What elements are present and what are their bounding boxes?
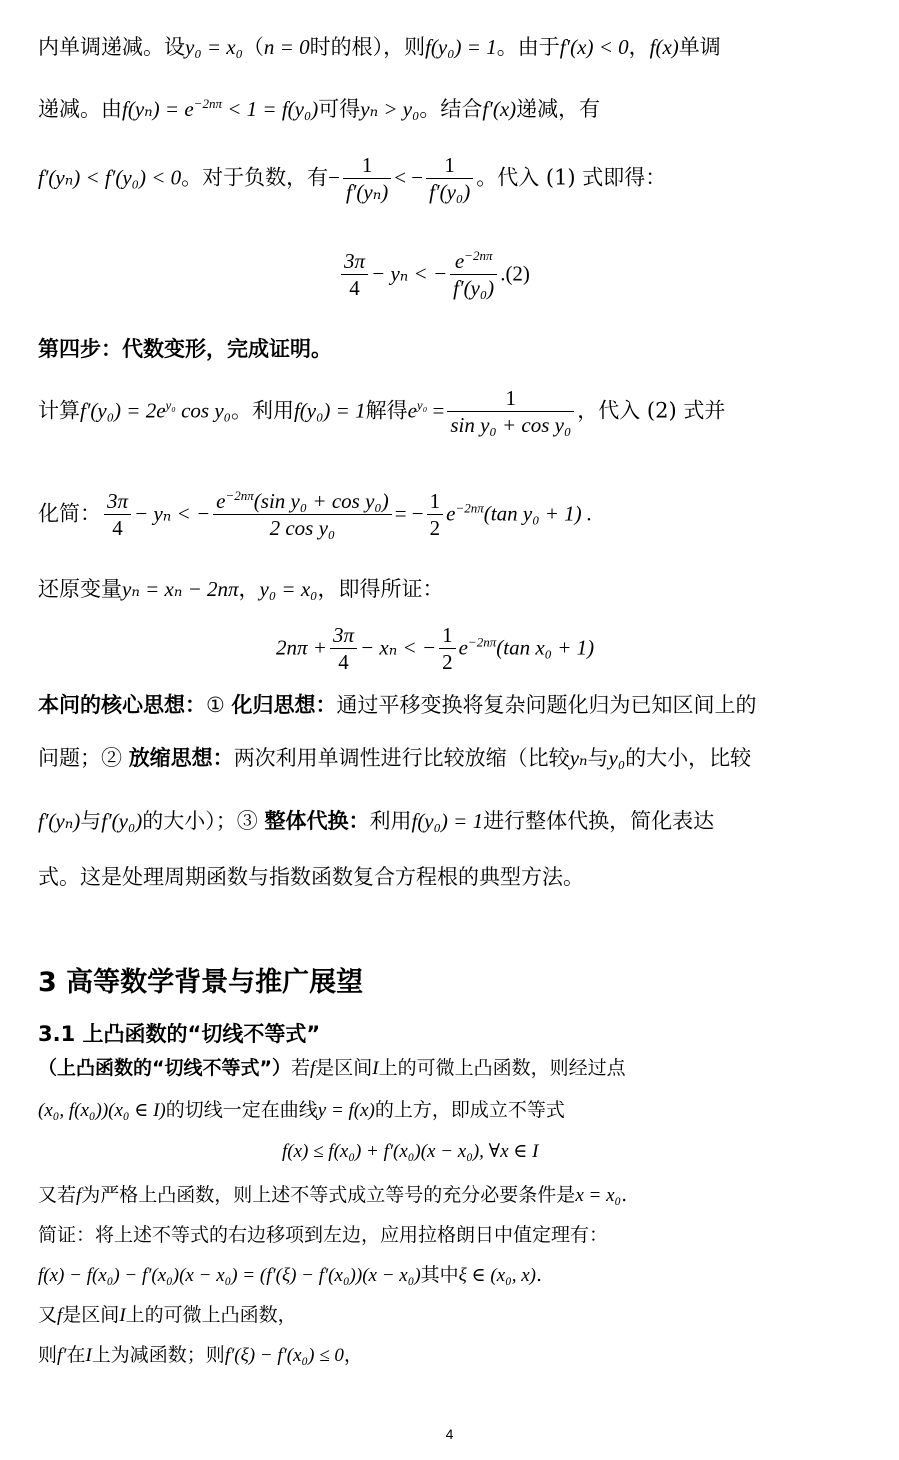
- denominator: f′(yₙ): [345, 180, 389, 205]
- math: y = f(x): [317, 1100, 375, 1121]
- equation-tag: .(2): [500, 261, 530, 286]
- denominator: 4: [112, 516, 123, 541]
- math: f(y₀) = 1: [425, 35, 497, 59]
- text: 进行整体代换，简化表达: [483, 809, 715, 833]
- fraction: [343, 152, 391, 206]
- text: 递减。由: [38, 97, 122, 121]
- math: e: [454, 249, 465, 273]
- text: ，: [343, 1344, 363, 1366]
- numerator: 1: [439, 622, 456, 649]
- math: e: [458, 635, 468, 660]
- text: 。由于: [496, 35, 560, 59]
- text: 时的根），则: [309, 35, 426, 59]
- math: − yₙ < −: [134, 501, 211, 526]
- section-heading: 3 高等数学背景与推广展望: [38, 967, 364, 998]
- fraction: [213, 488, 392, 542]
- numerator: 3π: [104, 488, 131, 515]
- text: 解得: [365, 398, 408, 423]
- math: ξ ∈ (x₀, x): [458, 1265, 536, 1286]
- math: f(x): [649, 35, 679, 59]
- math: yₙ = xₙ − 2nπ: [122, 577, 239, 601]
- text: 化简：: [38, 501, 101, 526]
- text: 内单调递减。设: [38, 35, 185, 59]
- text: 其中: [420, 1264, 459, 1286]
- text: 若: [290, 1057, 310, 1079]
- circled-number: ②: [101, 746, 122, 770]
- step-heading: 第四步：代数变形，完成证明。: [38, 337, 332, 361]
- text: 计算: [38, 398, 80, 423]
- bold-text: 化归思想：: [231, 693, 337, 717]
- math: f(x) − f(x₀) − f′(x₀)(x − x₀) = (f′(ξ) − f′(x₀))(x − x₀): [38, 1265, 421, 1286]
- fraction: [104, 488, 131, 542]
- math: e: [446, 501, 456, 526]
- text: 又若: [38, 1184, 77, 1206]
- proof-line: 简证：将上述不等式的右边移项到左边，应用拉格朗日中值定理有：: [38, 1224, 609, 1246]
- fraction: [450, 248, 497, 302]
- math-sup: y₀: [165, 397, 176, 413]
- math: e: [216, 489, 226, 513]
- text: 递减，有: [516, 97, 601, 121]
- math: (sin y₀ + cos y₀): [253, 489, 389, 513]
- text-line: [38, 385, 725, 439]
- math: f(y₀) = 1: [293, 398, 366, 423]
- math: y₀ = x₀: [185, 35, 243, 59]
- math-sup: −2nπ: [225, 488, 254, 503]
- math: yₙ: [569, 746, 588, 770]
- math: (x₀, f(x₀))(x₀ ∈ I): [38, 1100, 166, 1121]
- text: 是区间: [62, 1304, 120, 1326]
- text-line: [38, 94, 600, 124]
- math: < 1 = f(y₀): [221, 97, 319, 121]
- math: y₀ = x₀: [259, 577, 318, 601]
- page-number: 4: [445, 1426, 454, 1442]
- text: ，代入 (2) 式并: [577, 398, 726, 423]
- numerator: 1: [426, 152, 473, 179]
- math: f′(yₙ) < f′(y₀) < 0: [38, 165, 182, 190]
- text: .: [536, 1264, 543, 1286]
- final-equation: [276, 622, 594, 676]
- text: 上的可微上凸函数，则经过点: [378, 1057, 626, 1079]
- math-sup: y₀: [416, 397, 428, 413]
- equation-2: [338, 248, 530, 302]
- subsection-heading: 3.1 上凸函数的“切线不等式”: [38, 1022, 321, 1046]
- text: 在: [66, 1344, 86, 1366]
- text: 的切线一定在曲线: [165, 1099, 318, 1121]
- math: x = x₀: [575, 1185, 622, 1206]
- denominator: f′(y₀): [453, 276, 495, 301]
- bold-text: （上凸函数的“切线不等式”）: [38, 1057, 291, 1079]
- math: 2nπ +: [276, 635, 327, 660]
- math: e: [407, 398, 417, 423]
- math: n = 0: [263, 35, 310, 59]
- denominator: sin y₀ + cos y₀: [450, 413, 572, 438]
- fraction: [426, 152, 473, 206]
- math: f: [76, 1185, 82, 1206]
- text: 。代入 (1) 式即得：: [476, 165, 667, 190]
- math: =: [427, 398, 445, 423]
- text: 又: [38, 1304, 58, 1326]
- proof-line: [38, 1342, 363, 1369]
- text-line: 式。这是处理周期函数与指数函数复合方程根的典型方法。: [38, 865, 584, 889]
- text: 可得: [318, 97, 361, 121]
- denominator: 2: [442, 650, 453, 675]
- circled-number: ①: [206, 693, 225, 717]
- math: y₀: [608, 746, 626, 770]
- proof-line: [38, 1262, 542, 1289]
- text: 通过平移变换将复杂问题化归为已知区间上的: [336, 693, 757, 717]
- text: 利用: [369, 809, 412, 833]
- theorem-equation: f(x) ≤ f(x₀) + f′(x₀)(x − x₀), ∀x ∈ I: [282, 1141, 539, 1162]
- math-sup: −2nπ: [464, 248, 493, 263]
- math: I: [372, 1058, 379, 1079]
- text: 两次利用单调性进行比较放缩（比较: [233, 746, 570, 770]
- text: 与: [587, 746, 609, 770]
- math-sup: −2nπ: [455, 500, 484, 516]
- math: f(yₙ) = e: [122, 97, 194, 121]
- circled-number: ③: [236, 809, 258, 833]
- math: f′(x) < 0: [559, 35, 629, 59]
- math: f′: [57, 1345, 67, 1366]
- proof-line: [38, 1302, 297, 1329]
- theorem-line: [38, 1182, 627, 1209]
- math: (tan x₀ + 1): [496, 635, 595, 660]
- text: 。结合: [419, 97, 483, 121]
- theorem-line: [38, 1055, 626, 1082]
- fraction: [447, 385, 574, 439]
- math: f′(yₙ): [38, 809, 81, 833]
- math: I: [85, 1345, 92, 1366]
- math: yₙ > y₀: [360, 97, 420, 121]
- bold-text: 本问的核心思想：: [38, 693, 206, 717]
- text: 上为减函数；则: [91, 1344, 225, 1366]
- text: 单调: [678, 35, 721, 59]
- math: − xₙ < −: [359, 635, 437, 660]
- text: 则: [38, 1344, 58, 1366]
- numerator: [450, 248, 497, 275]
- denominator: 2 cos y₀: [269, 516, 336, 541]
- denominator: f′(y₀): [429, 180, 471, 205]
- denominator: 4: [338, 650, 349, 675]
- math-sup: −2nπ: [467, 634, 497, 650]
- text: .: [621, 1184, 628, 1206]
- text-line: [38, 32, 721, 62]
- math: −: [328, 165, 340, 190]
- text: 。对于负数，有: [181, 165, 329, 190]
- numerator: 3π: [330, 622, 357, 649]
- math: I: [119, 1305, 126, 1326]
- text: 的大小，比较: [625, 746, 752, 770]
- text-line: [38, 743, 751, 773]
- text: 的上方，即成立不等式: [374, 1099, 565, 1121]
- text-line: [38, 488, 592, 542]
- text: 为严格上凸函数，则上述不等式成立等号的充分必要条件是: [81, 1184, 576, 1206]
- math: (tan y₀ + 1) .: [483, 501, 593, 526]
- math: f′(ξ) − f′(x₀) ≤ 0: [224, 1345, 344, 1366]
- text: 。利用: [230, 398, 294, 423]
- text: （: [242, 35, 264, 59]
- text: ，: [628, 35, 650, 59]
- math: f: [310, 1058, 316, 1079]
- text-line: [38, 690, 757, 720]
- bold-text: 放缩思想：: [128, 746, 234, 770]
- math: − yₙ < −: [371, 261, 448, 286]
- numerator: 1: [343, 152, 391, 179]
- denominator: 4: [349, 276, 360, 301]
- math: f: [57, 1305, 63, 1326]
- math: f′(x): [482, 97, 517, 121]
- text: ，即得所证：: [317, 577, 444, 601]
- text: 问题；: [38, 746, 101, 770]
- theorem-line: [38, 1097, 565, 1124]
- math: f′(y₀): [101, 809, 143, 833]
- bold-text: 整体代换：: [264, 809, 370, 833]
- math: = −: [394, 501, 424, 526]
- fraction: [330, 622, 357, 676]
- text: 的大小）；: [142, 809, 237, 833]
- math: f′(y₀) = 2e: [80, 398, 166, 423]
- denominator: 2: [429, 516, 441, 541]
- numerator: 1: [427, 488, 444, 515]
- fraction: [439, 622, 456, 676]
- math: f(y₀) = 1: [411, 809, 484, 833]
- text: ，: [238, 577, 260, 601]
- text: 还原变量: [38, 577, 122, 601]
- text: 是区间: [315, 1057, 373, 1079]
- numerator: 3π: [341, 248, 368, 275]
- numerator: [213, 488, 392, 515]
- numerator: 1: [447, 385, 574, 412]
- text: 上的可微上凸函数，: [125, 1304, 297, 1326]
- math: cos y₀: [175, 398, 231, 423]
- math-sup: −2nπ: [193, 96, 222, 111]
- text-line: [38, 806, 714, 836]
- fraction: [341, 248, 368, 302]
- text-line: [38, 152, 666, 206]
- math: < −: [394, 165, 424, 190]
- text: 与: [80, 809, 102, 833]
- fraction: [427, 488, 444, 542]
- text-line: [38, 574, 443, 604]
